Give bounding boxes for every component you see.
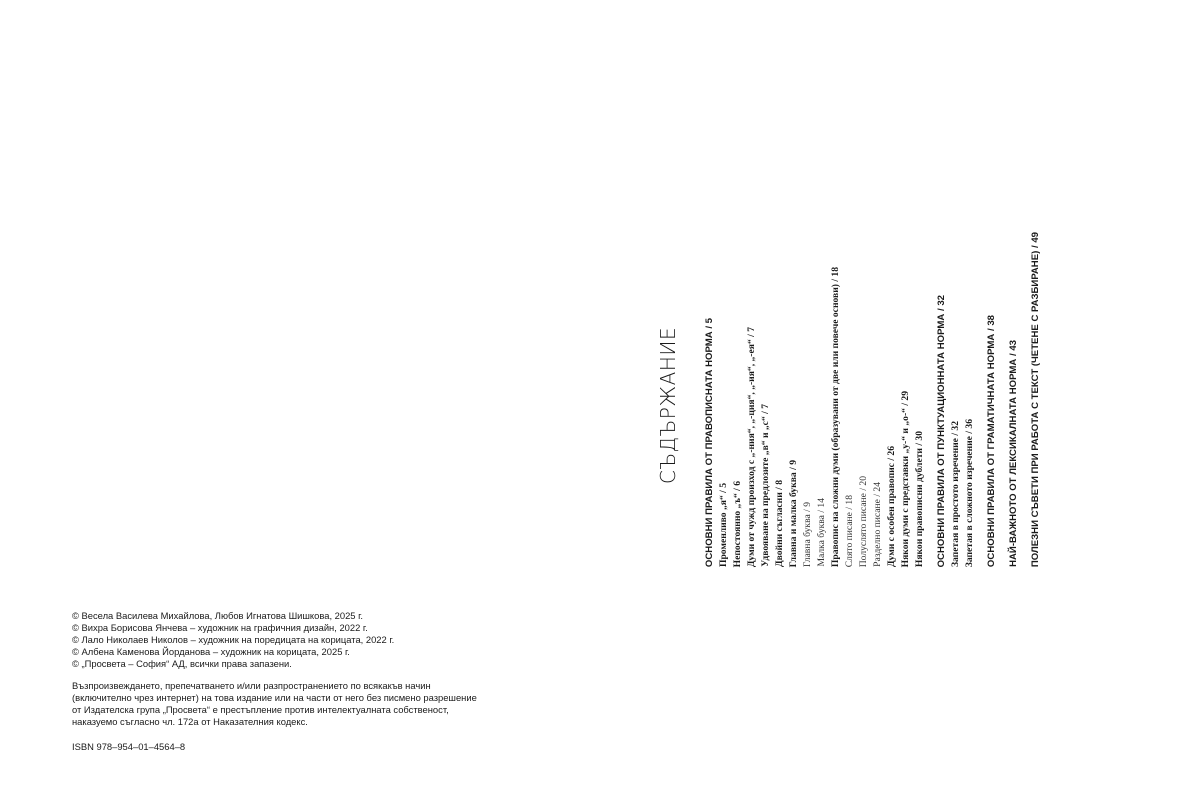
toc-entry-text: Променливо „я“ / 5 (718, 483, 729, 567)
toc-entry-text: Разделно писане / 24 (872, 482, 883, 567)
toc-entry-text: ПОЛЕЗНИ СЪВЕТИ ПРИ РАБОТА С ТЕКСТ (ЧЕТЕНЕ С РАЗБИРАНЕ) / 49 (1030, 231, 1041, 567)
toc-entry-text: ОСНОВНИ ПРАВИЛА ОТ ПРАВОПИСНАТА НОРМА / 5 (704, 317, 715, 567)
toc-entry[interactable] (900, 391, 914, 567)
toc-entry[interactable] (964, 419, 978, 567)
copyright-line: © Лало Николаев Николов – художник на поредицата на корицата, 2022 г. (72, 634, 395, 645)
toc-title (650, 326, 682, 484)
toc-entry[interactable] (844, 495, 858, 567)
toc-entry[interactable] (950, 421, 964, 567)
toc-entry-text: Главна и малка буква / 9 (788, 459, 799, 567)
toc-entry-text: ОСНОВНИ ПРАВИЛА ОТ ГРАМАТИЧНАТА НОРМА / 38 (986, 314, 997, 567)
toc-entry[interactable] (1030, 232, 1044, 567)
toc-entry[interactable] (816, 498, 830, 567)
toc-entry[interactable] (788, 460, 802, 567)
toc-entry-text: НАЙ-ВАЖНОТО ОТ ЛЕКСИКАЛНАТА НОРМА / 43 (1008, 340, 1019, 567)
toc-entry[interactable] (886, 446, 900, 567)
toc-entry-text: Някои думи с представки „у-“ и „о-“ / 29 (900, 390, 911, 567)
toc-title-text: СЪДЪРЖАНИЕ (656, 326, 680, 484)
toc-entry-text: Полуслято писане / 20 (858, 475, 869, 567)
toc-entry-text: Удвояване на предлозите „в“ и „с“ / 7 (760, 404, 771, 567)
toc-entry[interactable] (830, 267, 844, 567)
toc-entry-text: Думи с особен правопис / 26 (886, 445, 897, 567)
toc-entry[interactable] (858, 476, 872, 567)
copyright-block (72, 610, 394, 670)
toc-entry[interactable] (704, 318, 718, 567)
toc-entry[interactable] (802, 502, 816, 567)
toc-entry-text: Слято писане / 18 (844, 494, 855, 567)
legal-notice (72, 680, 542, 728)
copyright-line: © „Просвета – София“ АД, всички права запазени. (72, 658, 292, 669)
toc-entry-text: Запетая в простото изречение / 32 (950, 420, 961, 567)
toc-entry[interactable] (746, 327, 760, 567)
toc-entry[interactable] (760, 404, 774, 567)
toc-entry[interactable] (1008, 340, 1022, 567)
toc-entry[interactable] (732, 481, 746, 567)
legal-line: Възпроизвеждането, препечатването и/или разпространението по всякакъв начин (72, 680, 431, 691)
toc-entry[interactable] (718, 483, 732, 567)
toc-entry[interactable] (872, 482, 886, 567)
toc-entry-text: Двойни съгласни / 8 (774, 480, 785, 567)
toc-entry[interactable] (774, 480, 788, 567)
toc-entry-text: ОСНОВНИ ПРАВИЛА ОТ ПУНКТУАЦИОННАТА НОРМА / 32 (936, 294, 947, 567)
toc-entry-text: Непостоянно „ъ“ / 6 (732, 480, 743, 567)
toc-entry[interactable] (986, 315, 1000, 567)
legal-line: (включително чрез интернет) на това издание или на части от него без писмено разрешение (72, 692, 477, 703)
legal-line: от Издателска група „Просвета“ е престъпление против интелектуалната собственост, (72, 704, 449, 715)
toc-entry-text: Правопис на сложни думи (образувани от две или повече основи) / 18 (830, 266, 841, 567)
toc-entry[interactable] (914, 431, 928, 567)
toc-entry-text: Главна буква / 9 (802, 501, 813, 567)
copyright-line: © Вихра Борисова Янчева – художник на графичния дизайн, 2022 г. (72, 622, 368, 633)
legal-line: наказуемо съгласно чл. 172а от Наказателния кодекс. (72, 716, 308, 727)
toc-entry-text: Запетая в сложното изречение / 36 (964, 418, 975, 567)
copyright-line: © Албена Каменова Йорданова – художник на корицата, 2025 г. (72, 646, 350, 657)
toc-entry-text: Малка буква / 14 (816, 498, 827, 567)
isbn-number: ISBN 978–954–01–4564–8 (72, 741, 186, 752)
toc-entry-text: Някои правописни дублети / 30 (914, 430, 925, 567)
toc-entry-text: Думи от чужд произход с „-ния“, „-ция“, „-ия“, „-ея“ / 7 (746, 326, 757, 567)
toc-entry[interactable] (936, 295, 950, 567)
copyright-line: © Весела Василева Михайлова, Любов Игнатова Шишкова, 2025 г. (72, 610, 363, 621)
